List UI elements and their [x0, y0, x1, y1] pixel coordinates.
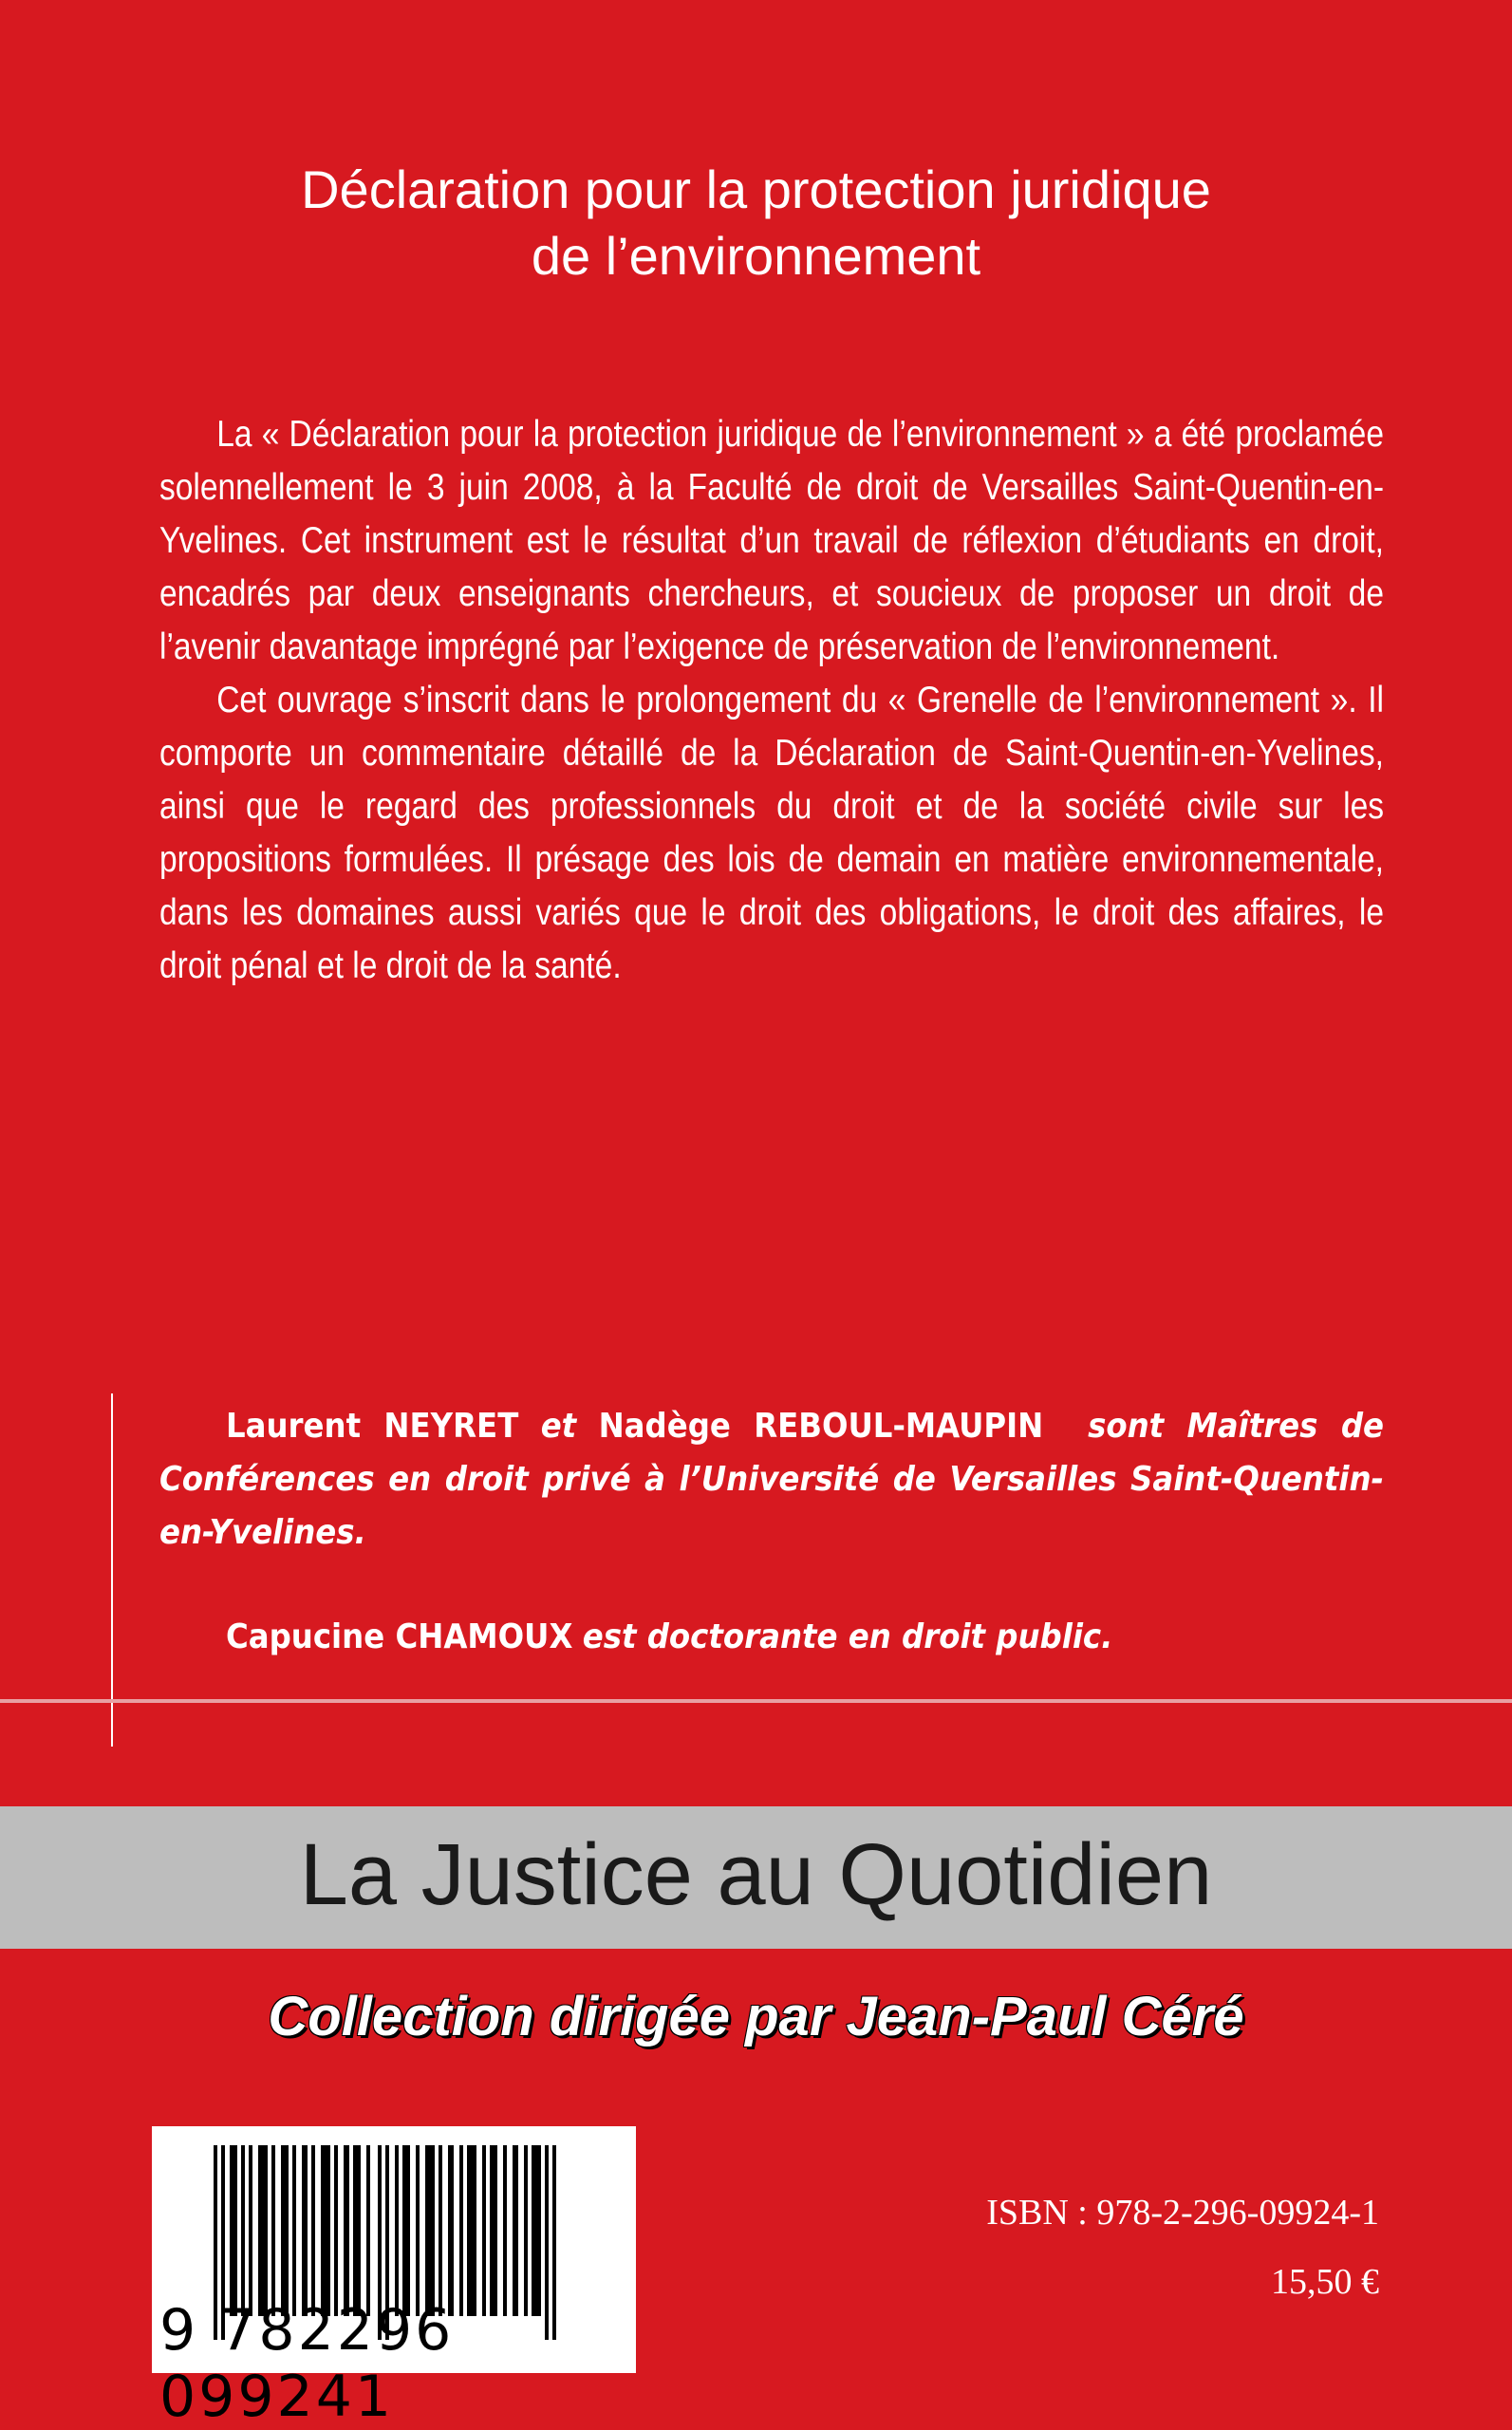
authors-description-2: est doctorante en droit public. [582, 1617, 1113, 1656]
author-name-1: Laurent NEYRET [226, 1407, 519, 1446]
summary-paragraph-2: Cet ouvrage s’inscrit dans le prolongement du « Grenelle de l’environnement ». Il comporte un commentaire détaillé de la Déclaration de Saint-Quentin-en-Yvelines, ainsi que le regard des professionnels du droit et de la société civile sur les propositions formulées. Il présage des lois de demain en matière environnementale, dans les domaines aussi variés que le droit des obligations, le droit des affaires, le droit pénal et le droit de la santé. [159, 680, 1385, 986]
authors-block [159, 1400, 1384, 1664]
authors-paragraph-2 [159, 1611, 1384, 1664]
authors-description-1: sont Maîtres de Conférences en droit privé à l’Université de Versailles Saint-Quentin-en-Yvelines. [159, 1407, 1384, 1552]
collection-name: La Justice au Quotidien [299, 1826, 1213, 1923]
summary-paragraph-1: La « Déclaration pour la protection juridique de l’environnement » a été proclamée solennellement le 3 juin 2008, à la Faculté de droit de Versailles Saint-Quentin-en-Yvelines. Cet instrument est le résultat d’un travail de réflexion d’étudiants en droit, encadrés par deux enseignants chercheurs, et soucieux de proposer un droit de l’avenir davantage imprégné par l’exigence de préservation de l’environnement. [159, 414, 1385, 667]
barcode-digits: 9 782296 099241 [159, 2297, 455, 2430]
back-cover-summary [159, 408, 1384, 993]
author-conjunction: et [540, 1407, 577, 1446]
isbn: ISBN : 978-2-296-09924-1 [986, 2193, 1379, 2233]
author-name-2: Nadège REBOUL-MAUPIN [598, 1407, 1044, 1446]
title-line-1: Déclaration pour la protection juridique [301, 159, 1211, 219]
authors-paragraph-1 [159, 1400, 1384, 1560]
title-line-2: de l’environnement [531, 226, 981, 286]
vertical-divider [111, 1393, 113, 1747]
author-name-3: Capucine CHAMOUX [226, 1617, 573, 1656]
horizontal-divider [0, 1699, 1512, 1703]
collection-director: Collection dirigée par Jean-Paul Céré [268, 1986, 1244, 2047]
price: 15,50 € [1271, 2262, 1379, 2302]
book-title [0, 157, 1512, 290]
barcode [152, 2126, 636, 2430]
